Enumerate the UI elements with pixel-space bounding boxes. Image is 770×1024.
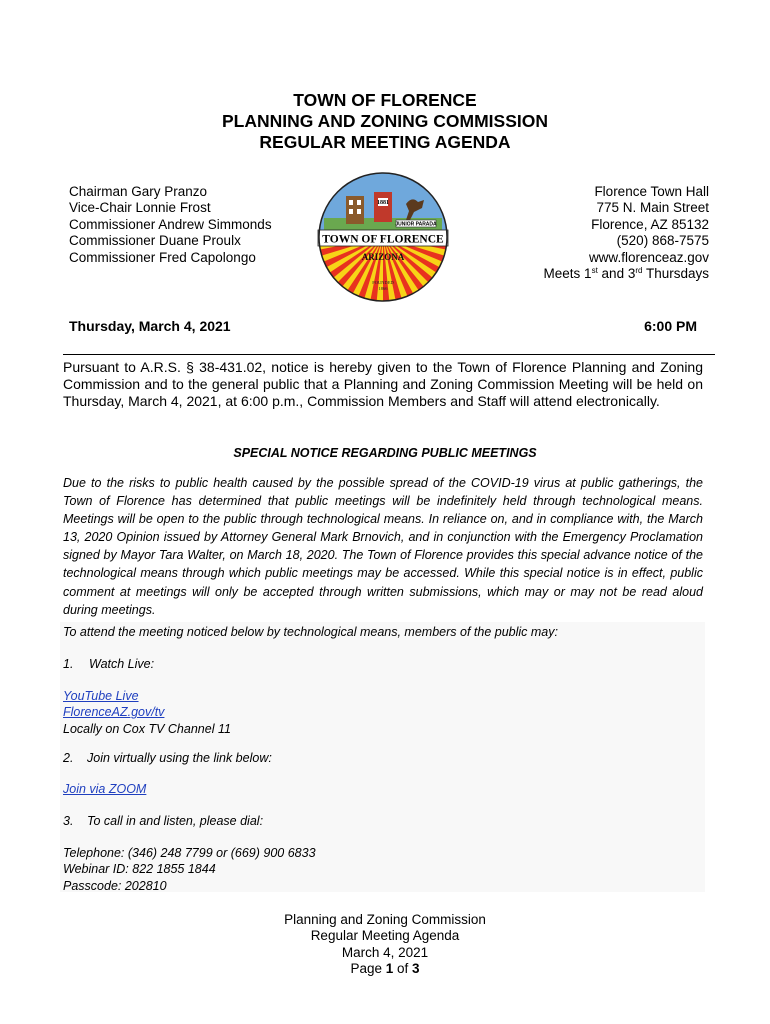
venue-street: 775 N. Main Street xyxy=(596,200,709,216)
footer-agenda: Regular Meeting Agenda xyxy=(310,928,460,944)
seal-founded-year: 1866 xyxy=(378,286,388,291)
special-notice-body: Due to the risks to public health caused by the possible spread of the COVID-19 virus at public gatherings, the Town of Florence has determined that public meetings will be indefinitely held through technological means. Meetings will be open to the public through technological means. In reliance on, and in compliance with, the March 13, 2020 Opinion issued by Attorney General Mark Brnovich, and in conjunction with the Emergency Proclamation signed by Mayor Tara Walter, on March 18, 2020. The Town of Florence provides this special advance notice of the technological means through which public meetings may be accessed. While this special notice is in effect, public comment at meetings will only be accepted through written submissions, which may or may not be read aloud during meetings. xyxy=(63,476,703,617)
florence-tv-link[interactable]: FlorenceAZ.gov/tv xyxy=(63,705,165,720)
member-commissioner: Commissioner Duane Proulx xyxy=(69,233,241,249)
zoom-link-row xyxy=(63,782,146,796)
youtube-live-link[interactable]: YouTube Live xyxy=(63,689,139,703)
meeting-time: 6:00 PM xyxy=(644,318,697,334)
cox-channel-text: Locally on Cox TV Channel 11 xyxy=(63,721,231,736)
seal-state: ARIZONA xyxy=(361,252,405,262)
member-commissioner: Commissioner Andrew Simmonds xyxy=(69,216,272,232)
venue-city: Florence, AZ 85132 xyxy=(591,216,709,232)
title-agenda: REGULAR MEETING AGENDA xyxy=(259,132,511,152)
member-chairman: Chairman Gary Pranzo xyxy=(69,184,208,199)
seal-banner: JUNIOR PARADA xyxy=(395,221,437,228)
page-number: Page 1 of 3 xyxy=(350,961,420,977)
page-footer xyxy=(0,912,770,978)
meeting-date: Thursday, March 4, 2021 xyxy=(69,318,231,334)
footer-commission: Planning and Zoning Commission xyxy=(284,912,486,927)
venue-website: www.florenceaz.gov xyxy=(588,249,709,265)
title-commission: PLANNING AND ZONING COMMISSION xyxy=(221,111,548,131)
telephone-numbers: Telephone: (346) 248 7799 or (669) 900 6833 xyxy=(63,846,316,860)
join-zoom-link[interactable]: Join via ZOOM xyxy=(63,782,147,796)
watch-live-options xyxy=(63,688,231,737)
dial-in-details xyxy=(63,845,316,894)
step-join-virtually: 2. Join virtually using the link below: xyxy=(63,751,272,765)
step-watch-live: 1. Watch Live: xyxy=(63,657,155,671)
footer-date: March 4, 2021 xyxy=(341,944,429,960)
title-town: TOWN OF FLORENCE xyxy=(293,90,477,110)
seal-founded: FOUNDED xyxy=(372,280,394,285)
commission-members xyxy=(69,184,272,266)
seal-town-name: TOWN OF FLORENCE xyxy=(322,233,444,246)
webinar-id: Webinar ID: 822 1855 1844 xyxy=(63,862,216,877)
step-call-in: 3. To call in and listen, please dial: xyxy=(63,814,264,828)
document-title xyxy=(0,90,770,153)
seal-year: 1881 xyxy=(377,200,389,206)
venue-name: Florence Town Hall xyxy=(594,184,709,199)
town-seal-logo xyxy=(316,170,450,304)
public-notice-paragraph: Pursuant to A.R.S. § 38-431.02, notice is hereby given to the Town of Florence Planning and Zoning Commission and to the general public that a Planning and Zoning Commission Meeting will be held on Thursday, March 4, 2021, at 6:00 p.m., Commission Members and Staff will attend electronically. xyxy=(63,359,703,410)
member-commissioner: Commissioner Fred Capolongo xyxy=(69,249,256,265)
special-notice-heading: SPECIAL NOTICE REGARDING PUBLIC MEETINGS xyxy=(233,446,537,460)
town-hall-info xyxy=(544,184,709,282)
member-vice-chair: Vice-Chair Lonnie Frost xyxy=(69,200,211,216)
instructions-intro: To attend the meeting noticed below by technological means, members of the public may: xyxy=(63,625,558,639)
divider xyxy=(63,354,715,355)
meeting-schedule: Meets 1st and 3rd Thursdays xyxy=(543,266,709,282)
venue-phone: (520) 868-7575 xyxy=(616,233,709,249)
passcode: Passcode: 202810 xyxy=(63,878,167,893)
